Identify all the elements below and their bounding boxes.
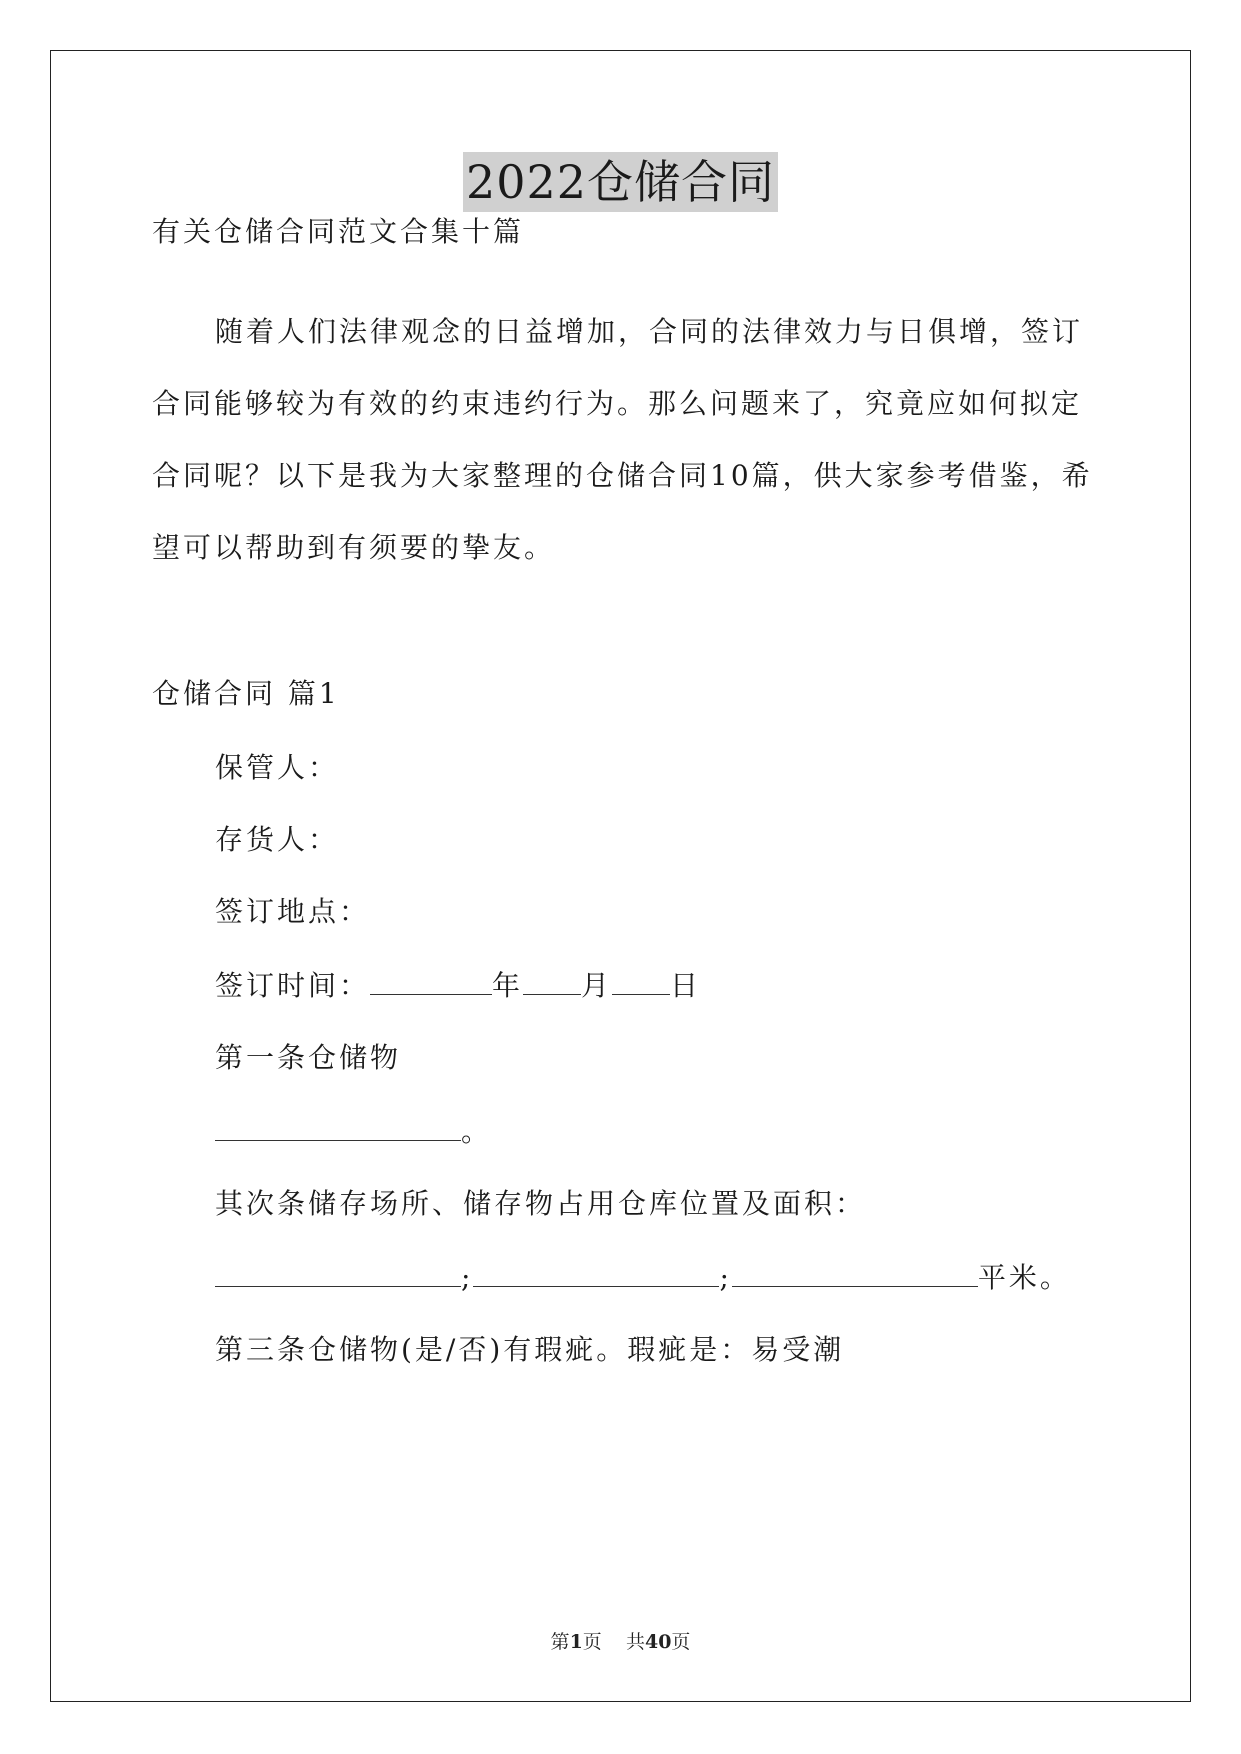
day-label: 日 (670, 969, 702, 1002)
article-2: 其次条储存场所、储存物占用仓库位置及面积： (215, 1187, 867, 1220)
section-heading: 仓储合同 篇1 (152, 677, 340, 710)
article-1-blank-row (215, 1112, 492, 1152)
article-2-blanks-row (215, 1258, 1071, 1298)
day-blank[interactable] (612, 966, 670, 995)
separator-1: ; (461, 1261, 474, 1294)
document-title (0, 152, 1241, 212)
title-text: 2022仓储合同 (463, 152, 778, 212)
intro-line-4: 望可以帮助到有须要的挚友。 (152, 531, 556, 564)
intro-line-3: 合同呢？以下是我为大家整理的仓储合同10篇，供大家参考借鉴，希 (152, 459, 1093, 492)
custodian-label: 保管人： (215, 751, 340, 784)
footer-page-number: 1 (569, 1631, 583, 1653)
footer-mid: 页 共 (582, 1631, 645, 1653)
month-label: 月 (581, 969, 613, 1002)
year-blank[interactable] (370, 966, 492, 995)
intro-line-2: 合同能够较为有效的约束违约行为。那么问题来了，究竟应如何拟定 (152, 387, 1083, 420)
location-blank-2[interactable] (473, 1258, 719, 1287)
article-1-end: 。 (461, 1115, 493, 1148)
sign-time-label: 签订时间： (215, 969, 371, 1002)
page-border (50, 50, 1191, 1702)
footer-suffix: 页 (671, 1631, 691, 1653)
depositor-label: 存货人： (215, 823, 340, 856)
article-1: 第一条仓储物 (215, 1041, 402, 1074)
article-3: 第三条仓储物(是/否)有瑕疵。瑕疵是：易受潮 (215, 1333, 845, 1366)
year-label: 年 (492, 969, 524, 1002)
page-footer (0, 1630, 1241, 1654)
area-blank[interactable] (732, 1258, 978, 1287)
intro-line-1: 随着人们法律观念的日益增加，合同的法律效力与日俱增，签订 (215, 315, 1084, 348)
location-blank-1[interactable] (215, 1258, 461, 1287)
sign-time-row (215, 966, 701, 1006)
month-blank[interactable] (523, 966, 581, 995)
subtitle: 有关仓储合同范文合集十篇 (152, 215, 525, 248)
separator-2: ; (719, 1261, 732, 1294)
area-unit: 平米。 (977, 1261, 1071, 1294)
footer-prefix: 第 (550, 1631, 570, 1653)
footer-total-pages: 40 (644, 1631, 672, 1653)
sign-place-label: 签订地点： (215, 895, 371, 928)
storage-item-blank[interactable] (215, 1112, 461, 1141)
